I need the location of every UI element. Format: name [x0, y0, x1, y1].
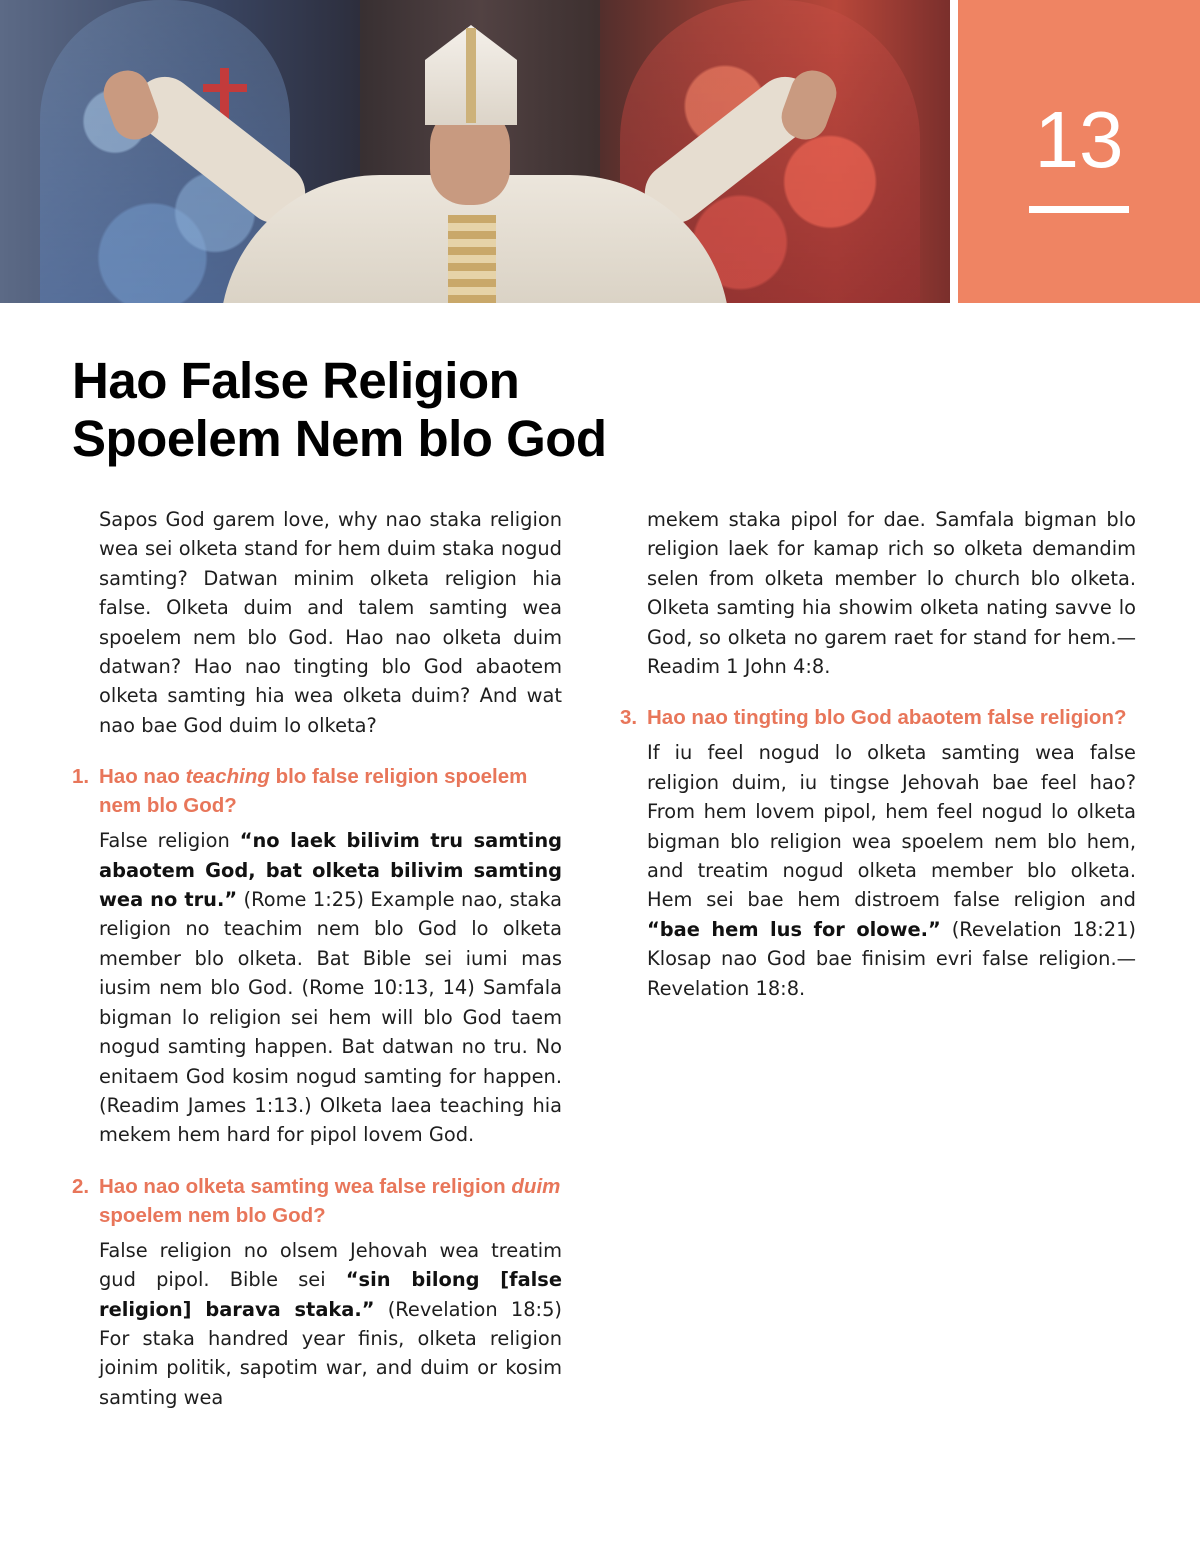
column-right — [620, 505, 1136, 1003]
header-photo — [0, 0, 950, 303]
intro-paragraph: Sapos God garem love, why nao staka religion wea sei olketa stand for hem duim staka nogud samting? Datwan minim olketa religion hia false. Olketa duim and talem samting wea spoelem nem blo God. Hao nao olketa duim datwan? Hao nao tingting blo God abaotem olketa samting hia wea olketa duim? And wat nao bae God duim lo olketa? — [99, 508, 562, 737]
question-1-number: 1. — [72, 765, 90, 789]
chapter-number: 13 — [1034, 95, 1124, 184]
question-3: 3. Hao nao tingting blo God abaotem false religion? — [620, 703, 1136, 732]
page-title-line-2: Spoelem Nem blo God — [72, 410, 607, 467]
column-left — [72, 505, 562, 1412]
answer-2-continued: mekem staka pipol for dae. Samfala bigman blo religion laek for kamap rich so olketa demandim selen from olketa member lo church blo olketa. Olketa samting hia showim olketa nating savve lo God, so olketa no garem raet for stand for hem.—Readim 1 John 4:8. — [647, 508, 1136, 679]
chapter-underline — [1029, 206, 1129, 213]
answer-3: If iu feel nogud lo olketa samting wea false religion duim, iu tingse Jehovah bae feel hao? From hem lovem pipol, hem feel nogud lo olketa bigman blo religion wea spoelem nem blo hem, and treatim nogud olketa member blo olketa. Hem sei bae hem distroem false religion and “bae hem lus for olowe.” (Revelation 18:21) Klosap nao God bae finisim evri false religion.—Revelation 18:8. — [647, 741, 1136, 1000]
chapter-badge — [958, 0, 1200, 303]
answer-2: False religion no olsem Jehovah wea treatim gud pipol. Bible sei “sin bilong [false religion] barava staka.” (Revelation 18:5) For staka handred year finis, olketa religion joinim politik, sapotim war, and duim or kosim samting wea — [99, 1238, 562, 1409]
question-2-number: 2. — [72, 1174, 90, 1198]
answer-1-quote: “no laek bilivim tru samting abaotem God, bat olketa bilivim samting wea no tru.” — [99, 829, 563, 912]
answer-3-quote: “bae hem lus for olowe.” — [647, 917, 941, 941]
question-3-number: 3. — [620, 706, 638, 730]
question-1: 1. Hao nao teaching blo false religion spoelem nem blo God? — [72, 762, 562, 820]
page-title — [72, 352, 772, 468]
bishop-stole — [448, 215, 496, 303]
page-title-line-1: Hao False Religion — [72, 352, 520, 409]
question-2: 2. Hao nao olketa samting wea false religion duim spoelem nem blo God? — [72, 1172, 562, 1230]
answer-2-quote: “sin bilong [false religion] barava staka.” — [99, 1268, 562, 1321]
answer-1: False religion “no laek bilivim tru samting abaotem God, bat olketa bilivim samting wea no tru.” (Rome 1:25) Example nao, staka religion no teachim nem blo God lo olketa member blo olketa. Bat Bible sei iumi mas iusim nem blo God. (Rome 10:13, 14) Samfala bigman lo religion sei hem will blo God taem nogud samting happen. Bat datwan no tru. No enitaem God kosim nogud samting for happen. (Readim James 1:13.) Olketa laea teaching hia mekem hem hard for pipol lovem God. — [99, 829, 563, 1147]
